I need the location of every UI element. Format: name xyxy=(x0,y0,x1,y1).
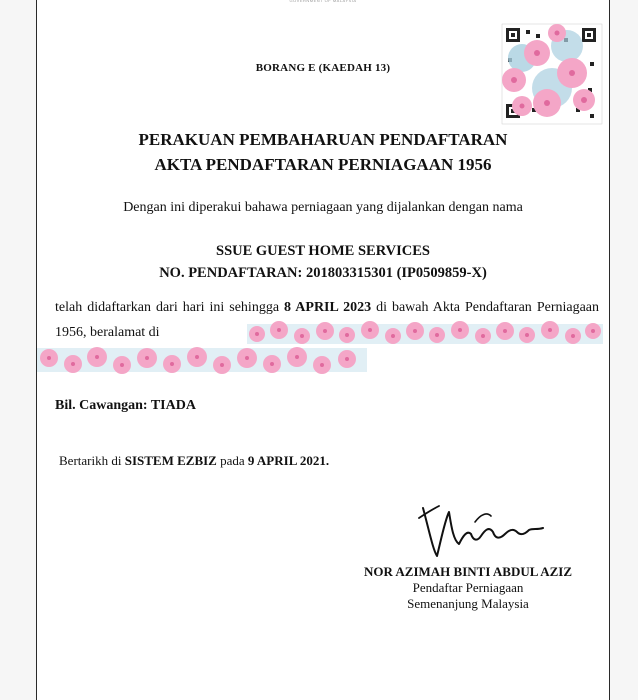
expiry-date: 8 APRIL 2023 xyxy=(284,300,372,315)
branch-count: Bil. Cawangan: TIADA xyxy=(55,398,196,413)
flower-redaction-address-line-2 xyxy=(37,340,367,380)
title-line-2: AKTA PENDAFTARAN PERNIAGAAN 1956 xyxy=(154,155,492,174)
business-name: SSUE GUEST HOME SERVICES xyxy=(216,243,430,259)
dated-middle: pada xyxy=(216,453,248,468)
issuing-system: SISTEM EZBIZ xyxy=(124,453,217,468)
statement-prefix: telah didaftarkan dari hari ini sehingga xyxy=(55,300,285,315)
faint-header-text: GOVERNMENT OF MALAYSIA xyxy=(289,0,357,3)
signatory-block xyxy=(343,564,593,612)
title-line-1: PERAKUAN PEMBAHARUAN PENDAFTARAN xyxy=(138,130,508,149)
issue-date: 9 APRIL 2021. xyxy=(247,453,330,468)
certificate-title xyxy=(37,127,609,177)
flower-sticker-over-qr-code xyxy=(492,18,607,130)
statement-suffix: di bawah Akta Pendaftaran Perniagaan 1956, beralamat di xyxy=(55,300,600,340)
registration-number: NO. PENDAFTARAN: 201803315301 (IP0509859-X) xyxy=(159,265,487,281)
business-details xyxy=(37,240,609,284)
certificate-page xyxy=(36,0,610,700)
issue-date-line xyxy=(59,453,329,469)
dated-prefix: Bertarikh di xyxy=(59,453,125,468)
signatory-name: NOR AZIMAH BINTI ABDUL AZIZ xyxy=(363,564,573,579)
form-code: BORANG E (KAEDAH 13) xyxy=(255,62,391,74)
registrar-signature xyxy=(415,500,555,562)
signatory-title: Pendaftar Perniagaan xyxy=(412,580,524,595)
signatory-region: Semenanjung Malaysia xyxy=(407,596,529,611)
certification-intro: Dengan ini diperakui bahawa perniagaan yang dijalankan dengan nama xyxy=(123,200,523,215)
